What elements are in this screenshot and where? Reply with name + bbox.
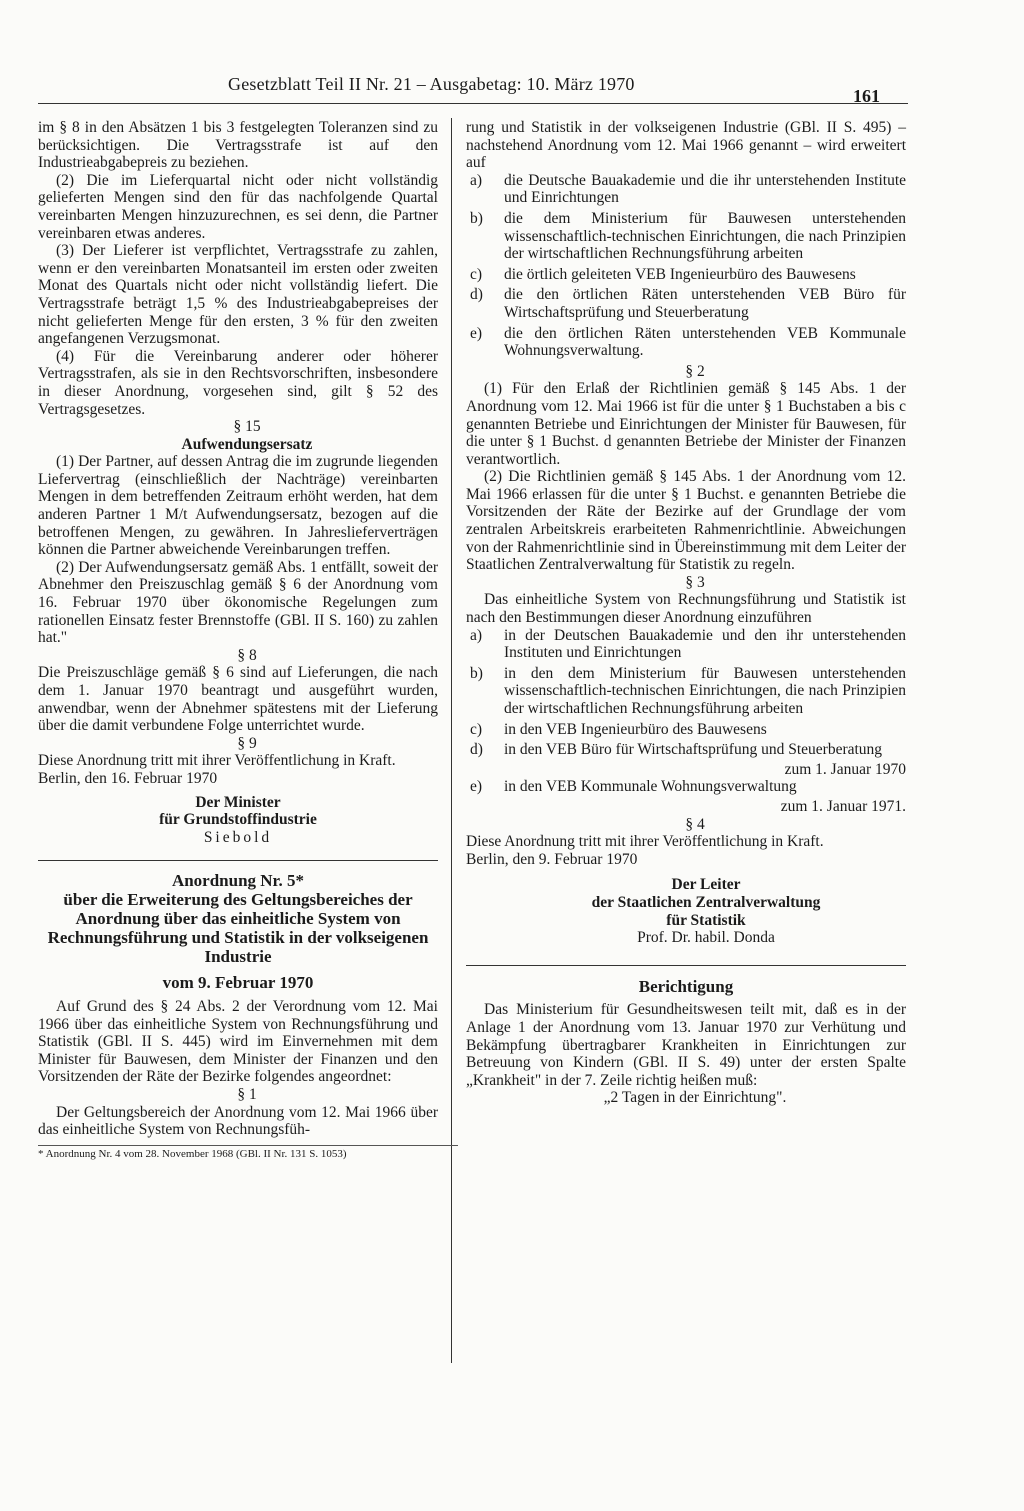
paragraph: Der Geltungsbereich der Anordnung vom 12. Mai 1966 über das einheitliche System von Rechnungsfüh- [38,1103,438,1139]
list-item [466,286,906,321]
list-marker: e) [470,324,483,342]
paragraph: (2) Der Aufwendungsersatz gemäß Abs. 1 entfällt, soweit der Abnehmer den Preiszuschlag gemäß § 6 der Anordnung vom 16. Februar 1970 über ökonomische Regelungen zum rationellen Einsatz fester Brennstoffe (GBl. II S. 160) zu zahlen hat." [38,558,438,647]
list-item [466,266,906,284]
list-marker: c) [470,720,483,738]
paragraph: Die Preiszuschläge gemäß § 6 sind auf Lieferungen, die nach dem 1. Januar 1970 beantragt und ausgeführt wurden, anwendbar, wenn der Abnehmer spätestens mit der Lieferung über die damit verbundene Folge unterrichtet wurde. [38,664,438,735]
page-header: Gesetzblatt Teil II Nr. 21 – Ausgabetag: 10. März 1970 [228,74,635,94]
header-rule [38,103,908,104]
paragraph: (1) Für den Erlaß der Richtlinien gemäß § 145 Abs. 1 der Anordnung vom 12. Mai 1966 ist für die unter § 1 Buchstaben a bis c genannten Betriebe und Einrichtungen der Minister für Bauwesen, für die unter § 1 Buchst. d genannten Betriebe der Minister der Finanzen verantwortlich. [466,380,906,468]
signature-block [506,876,906,946]
paragraph: (3) Der Lieferer ist verpflichtet, Vertragsstrafe zu zahlen, wenn er den vereinbarten Monatsanteil im ersten oder zweiten Monat des Quartals nicht oder nicht vollständig liefert. Die Vertragsstrafe beträgt 1,5 % des Industrieabgabepreises der nicht gelieferten Menge für den ersten, 3 % für den zweiten angefangenen Verzugsmonat. [38,242,438,348]
place-date: Berlin, den 16. Februar 1970 [38,769,218,787]
list-text: die dem Ministerium für Bauwesen unterstehenden wissenschaftlich-technischen Einrichtungen, die nach Prinzipien der wirtschaftlichen Rechnungsführung arbeiten [504,209,906,263]
correction-title: Berichtigung [638,976,734,996]
effective-date: zum 1. Januar 1971. [780,797,906,815]
list-marker: b) [470,664,483,682]
ordinance-date: vom 9. Februar 1970 [162,973,314,993]
section-number: § 9 [237,734,257,752]
list-text: die Deutsche Bauakademie und die ihr unterstehenden Institute und Einrichtungen [504,171,906,207]
section-separator [466,965,906,966]
ordinance-subject: über die Erweiterung des Geltungsbereiches der Anordnung über das einheitliche System von Rechnungsführung und Statistik in der volkseigenen Industrie [47,890,429,967]
list-2 [466,627,906,816]
list-marker: c) [470,265,483,283]
section-number: § 3 [685,573,705,591]
section-number: § 1 [237,1085,257,1103]
section-number: § 4 [685,815,705,833]
list-item [466,627,906,662]
list-marker: d) [470,741,483,759]
signer-name: Siebold [203,828,273,846]
list-text: in den dem Ministerium für Bauwesen unterstehenden wissenschaftlich-technischen Einrichtungen, die nach Prinzipien der wirtschaftlichen Rechnungsführung arbeiten [504,664,906,717]
section-number: § 15 [233,418,261,436]
list-text: in den VEB Kommunale Wohnungsverwaltung [504,778,797,796]
column-divider [451,118,452,1363]
section-number: § 2 [685,362,705,380]
paragraph: rung und Statistik in der volkseigenen Industrie (GBl. II S. 495) – nachstehend Anordnung vom 12. Mai 1966 genannt – wird erweitert auf [466,119,906,172]
list-item [466,778,906,796]
list-item [466,665,906,718]
list-marker: d) [470,286,483,304]
list-item [466,325,906,360]
place-date: Berlin, den 9. Februar 1970 [466,850,638,868]
correction-quote: „2 Tagen in der Einrichtung". [603,1089,787,1107]
left-column [38,119,438,1161]
footnote: * Anordnung Nr. 4 vom 28. November 1968 (GBl. II Nr. 131 S. 1053) [38,1145,458,1161]
effective-date: zum 1. Januar 1970 [784,760,906,778]
list-text: die den örtlichen Räten unterstehenden VEB Büro für Wirtschaftsprüfung und Steuerberatung [504,286,906,321]
paragraph: Diese Anordnung tritt mit ihrer Veröffentlichung in Kraft. [38,752,396,770]
paragraph: Auf Grund des § 24 Abs. 2 der Verordnung vom 12. Mai 1966 über das einheitliche System von Rechnungsführung und Statistik (GBl. II S. 445) wird im Einvernehmen mit dem Minister für Bauwesen, dem Minister der Finanzen und den Vorsitzenden der Räte der Bezirke folgendes angeordnet: [38,997,438,1086]
signer-title: für Statistik [666,911,746,929]
list-text: in den VEB Büro für Wirtschaftsprüfung und Steuerberatung [504,741,883,759]
paragraph: im § 8 in den Absätzen 1 bis 3 festgelegten Toleranzen sind zu berücksichtigen. Die Vertragsstrafe ist auf den Industrieabgabepreis zu beziehen. [38,119,438,172]
list-text: die den örtlichen Räten unterstehenden VEB Kommunale Wohnungsverwaltung. [504,324,906,360]
signer-title: Der Minister [195,793,281,811]
paragraph: (4) Für die Vereinbarung anderer oder höherer Vertragsstrafen, als sie in den Rechtsvorschriften, insbesondere in dieser Anordnung, vorgesehen sind, gilt § 52 des Vertragsgesetzes. [38,347,438,418]
ordinance-number: Anordnung Nr. 5* [171,871,305,891]
paragraph: (1) Der Partner, auf dessen Antrag die im zugrunde liegenden Liefervertrag (einschließlich der Nachträge) vereinbarten Mengen in dem betreffenden Zeitraum erhöht werden, hat dem anderen Partner 1 M/t Aufwendungsersatz, bezogen auf die betroffenen Mengen, zu gewähren. In Jahreslieferverträgen können die Partner abweichende Vereinbarungen treffen. [38,453,438,559]
signature-block [38,794,438,847]
list-text: in den VEB Ingenieurbüro des Bauwesens [504,720,767,738]
section-number: § 8 [237,646,257,664]
list-1 [466,172,906,360]
paragraph: (2) Die Richtlinien gemäß § 145 Abs. 1 der Anordnung vom 12. Mai 1966 erlassen für die unter § 1 Buchst. e genannten Betriebe die Vorsitzenden der Räte der Bezirke auf der Grundlage der vom zentralen Arbeitskreis erarbeiteten Rahmenrichtlinie. Abweichungen von der Rahmenrichtlinie sind in Übereinstimmung mit dem Leiter der Staatlichen Zentralverwaltung für Statistik zu regeln. [466,468,906,574]
list-marker: a) [470,626,483,644]
section-separator [38,860,438,861]
list-item [466,741,906,759]
page-number: 161 [853,86,880,106]
list-marker: e) [470,778,483,796]
right-column [466,119,906,1107]
paragraph: Das einheitliche System von Rechnungsführung und Statistik ist nach den Bestimmungen dieser Anordnung einzuführen [466,591,906,627]
paragraph: Das Ministerium für Gesundheitswesen teilt mit, daß es in der Anlage 1 der Anordnung vom 13. Januar 1970 zur Verhütung und Bekämpfung übertragbarer Krankheiten in Einrichtungen zur Betreuung von Kindern (GBl. II S. 49) unter der ersten Spalte „Krankheit" in der 7. Zeile richtig heißen muß: [466,1001,906,1089]
list-marker: b) [470,209,483,227]
list-item [466,721,906,739]
list-text: in der Deutschen Bauakademie und den ihr unterstehenden Instituten und Einrichtungen [504,626,906,662]
signer-name: Prof. Dr. habil. Donda [637,929,775,947]
signer-title: Der Leiter [671,876,741,894]
paragraph: Diese Anordnung tritt mit ihrer Veröffentlichung in Kraft. [466,833,824,851]
signer-title: der Staatlichen Zentralverwaltung [591,893,821,911]
ordinance-title [38,871,438,966]
list-marker: a) [470,171,483,189]
signer-title: für Grundstoffindustrie [159,811,317,829]
paragraph: (2) Die im Lieferquartal nicht oder nicht vollständig gelieferten Mengen sind den für das nachfolgende Quartal vereinbarten Mengen hinzuzurechnen, es sei denn, die Partner vereinbaren etwas anderes. [38,171,438,242]
list-item [466,172,906,207]
list-item [466,210,906,263]
list-text: die örtlich geleiteten VEB Ingenieurbüro des Bauwesens [504,265,856,283]
section-title: Aufwendungsersatz [181,435,313,453]
